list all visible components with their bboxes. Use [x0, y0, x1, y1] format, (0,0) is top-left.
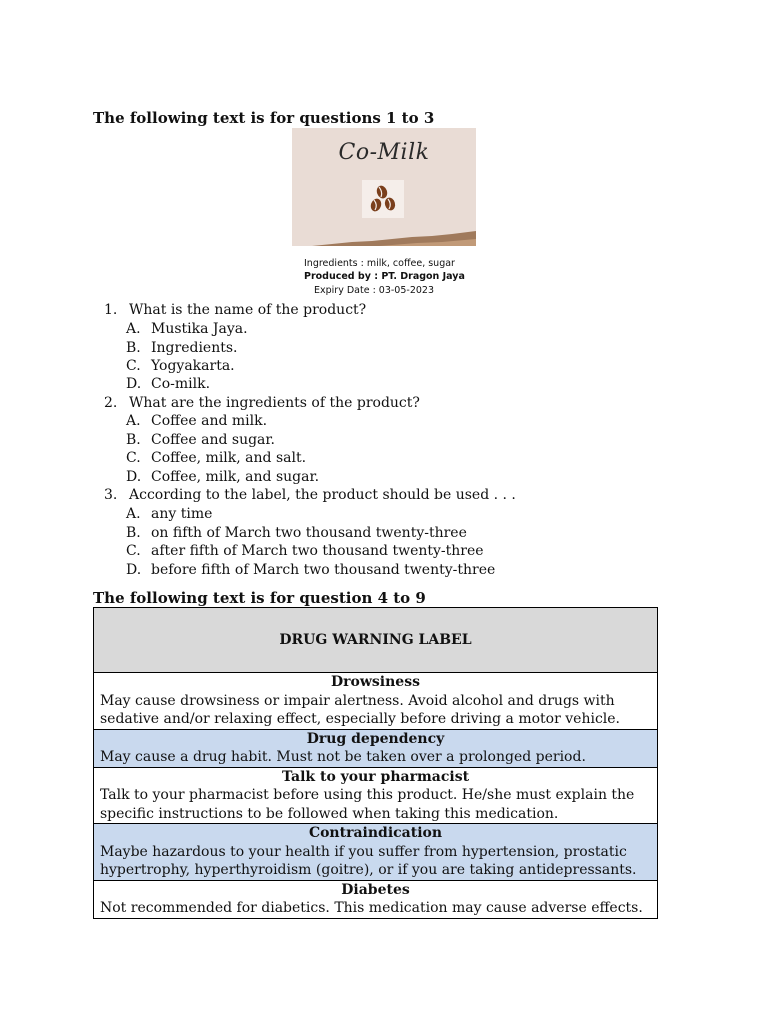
table-row-drug-dependency	[94, 730, 657, 768]
row-body: Not recommended for diabetics. This medication may cause adverse effects.	[100, 900, 643, 916]
drug-warning-table	[93, 607, 658, 919]
product-label-image	[292, 128, 476, 298]
row-body: May cause a drug habit. Must not be taken over a prolonged period.	[100, 749, 586, 765]
coffee-beans-icon	[362, 180, 404, 218]
drug-table-header: DRUG WARNING LABEL	[94, 608, 657, 673]
row-title: Talk to your pharmacist	[281, 768, 470, 785]
label-produced-by: Produced by : PT. Dragon Jaya	[304, 271, 465, 282]
section-heading-1: The following text is for questions 1 to 3	[93, 109, 435, 127]
label-ingredients: Ingredients : milk, coffee, sugar	[304, 258, 455, 269]
row-body: Maybe hazardous to your health if you suffer from hypertension, prostatic hypertrophy, hyperthyroidism (goitre), or if you are taking antidepressants.	[100, 843, 637, 878]
table-row-contraindication	[94, 824, 657, 881]
table-row-drowsiness	[94, 673, 657, 730]
row-body: May cause drowsiness or impair alertness. Avoid alcohol and drugs with sedative and/or relaxing effect, especially before driving a motor vehicle.	[100, 692, 620, 727]
section-heading-2: The following text is for question 4 to 9	[93, 589, 426, 607]
table-row-pharmacist	[94, 768, 657, 825]
label-expiry-date: Expiry Date : 03-05-2023	[314, 285, 434, 296]
row-title: Drowsiness	[331, 674, 420, 690]
table-row-diabetes	[94, 881, 657, 918]
row-body: Talk to your pharmacist before using this product. He/she must explain the specific instructions to be followed when taking this medication.	[100, 787, 635, 822]
product-brand: Co-Milk	[338, 140, 430, 165]
row-title: Contraindication	[308, 825, 443, 841]
row-title: Diabetes	[341, 881, 410, 898]
row-title: Drug dependency	[306, 730, 445, 747]
